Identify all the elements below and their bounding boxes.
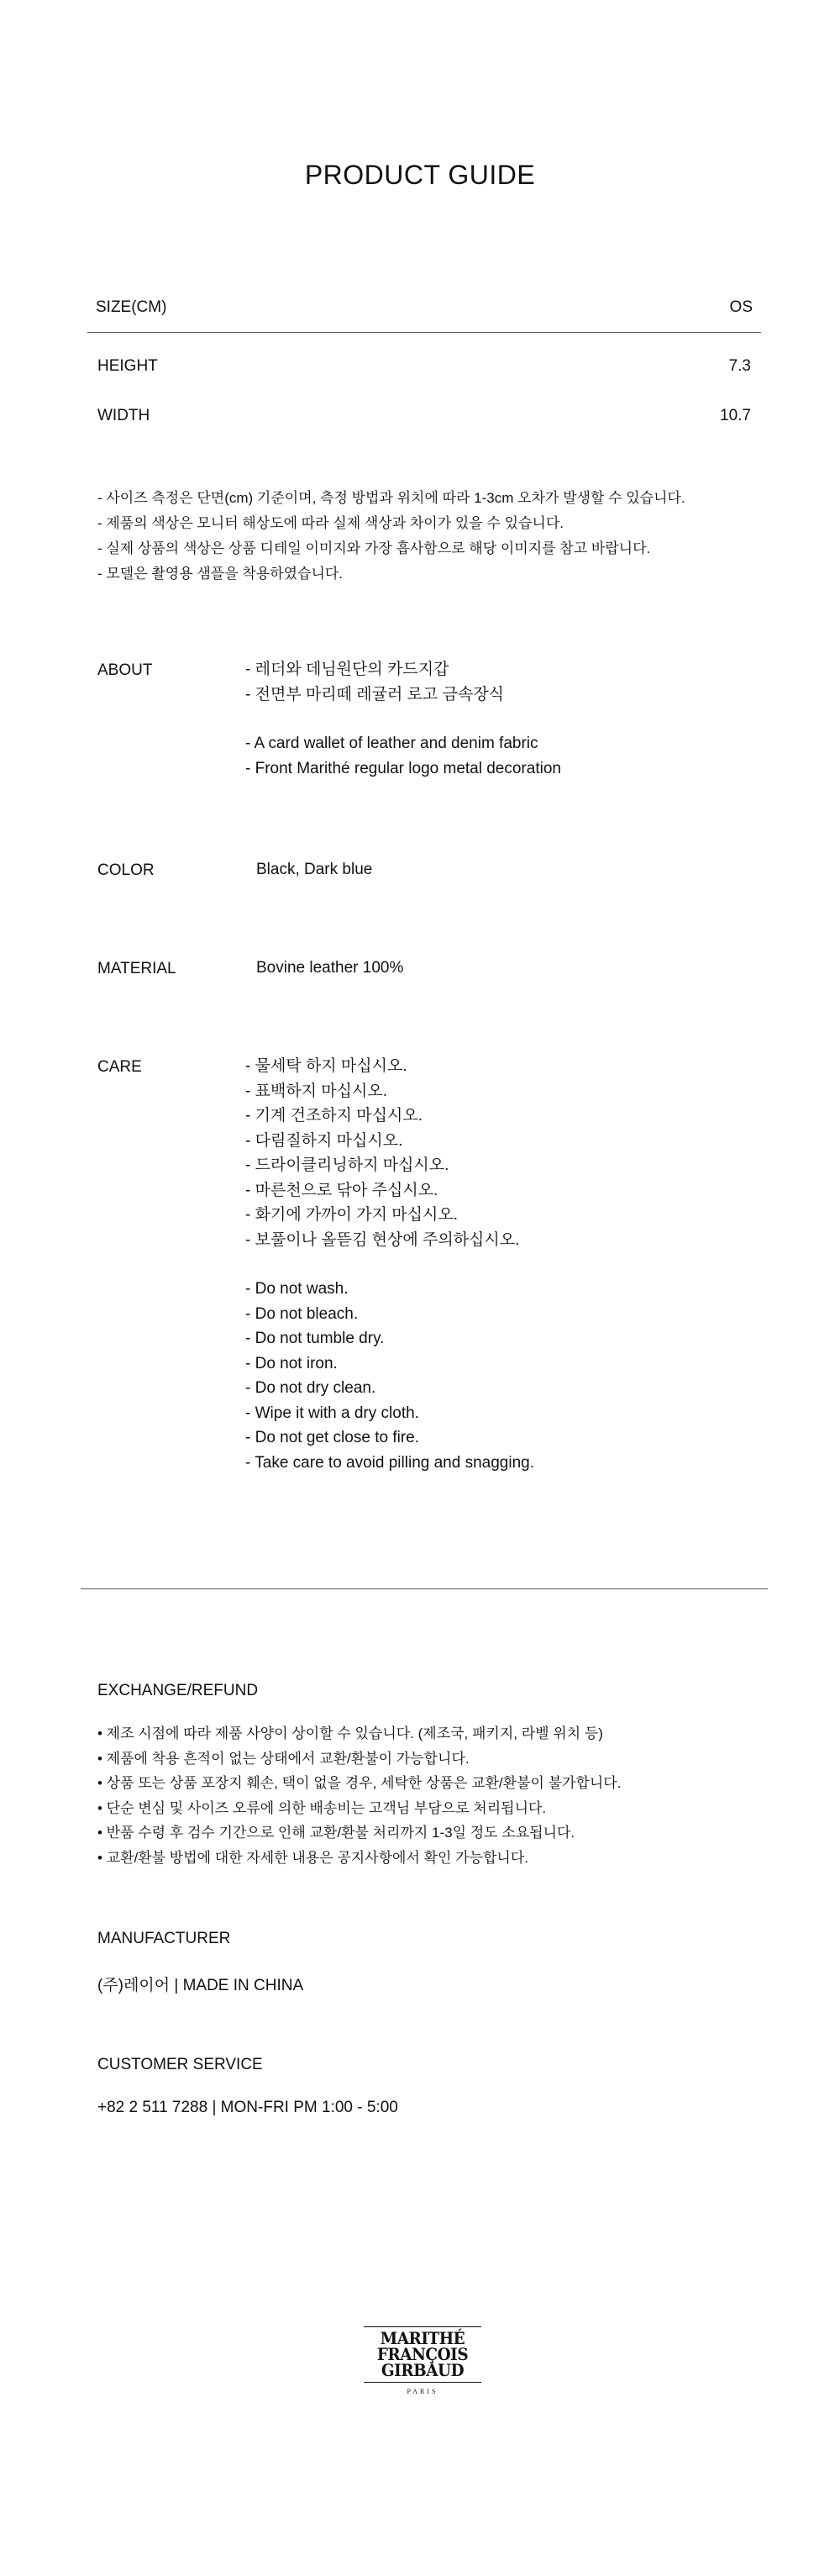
size-notes — [97, 486, 769, 587]
about-line: - A card wallet of leather and denim fabric — [245, 735, 538, 752]
color-value: Black, Dark blue — [256, 861, 373, 878]
size-row-value: 10.7 — [720, 407, 751, 424]
care-line: - 기계 건조하지 마십시오. — [245, 1107, 423, 1125]
care-instructions — [245, 1054, 766, 1475]
exchange-item: • 단순 변심 및 사이즈 오류에 의한 배송비는 고객님 부담으로 처리됩니다. — [97, 1799, 547, 1816]
logo-city: PARIS — [407, 2388, 438, 2395]
exchange-item: • 교환/환불 방법에 대한 자세한 내용은 공지사항에서 확인 가능합니다. — [97, 1849, 528, 1866]
care-line: - Do not iron. — [245, 1354, 338, 1372]
care-line: - 화기에 가까이 가지 마십시오. — [245, 1206, 458, 1224]
care-line: - Do not bleach. — [245, 1304, 359, 1323]
about-label: ABOUT — [97, 661, 153, 679]
care-line: - 드라이클리닝하지 마십시오. — [245, 1156, 449, 1174]
size-header-label: SIZE(CM) — [96, 298, 167, 316]
exchange-item: • 제품에 착용 흔적이 없는 상태에서 교환/환불이 가능합니다. — [97, 1750, 470, 1767]
page-title: PRODUCT GUIDE — [304, 160, 536, 190]
size-row-width — [87, 407, 761, 425]
size-row-height — [87, 357, 761, 376]
brand-logo — [364, 2326, 481, 2395]
size-row-value: 7.3 — [728, 357, 751, 375]
size-table-header — [87, 298, 761, 333]
exchange-label: EXCHANGE/REFUND — [97, 1682, 259, 1699]
care-line: - 물세탁 하지 마십시오. — [245, 1057, 407, 1075]
care-label: CARE — [97, 1058, 142, 1076]
care-line: - Do not get close to fire. — [245, 1429, 419, 1446]
manufacturer-value: (주)레이어 | MADE IN CHINA — [97, 1977, 304, 1994]
exchange-item: • 반품 수령 후 검수 기간으로 인해 교환/환불 처리까지 1-3일 정도 소요됩니다. — [97, 1825, 575, 1841]
care-line: - 표백하지 마십시오. — [245, 1082, 387, 1100]
section-divider — [81, 1588, 768, 1589]
care-line: - 마른천으로 닦아 주십시오. — [245, 1181, 438, 1199]
size-note: - 사이즈 측정은 단면(cm) 기준이며, 측정 방법과 위치에 따라 1-3cm 오차가 발생할 수 있습니다. — [97, 490, 685, 506]
exchange-item: • 상품 또는 상품 포장지 훼손, 택이 없을 경우, 세탁한 상품은 교환/환불이 불가합니다. — [97, 1775, 622, 1791]
care-line: - Take care to avoid pilling and snagging. — [245, 1453, 534, 1472]
about-line: - 레더와 데님원단의 카드지갑 — [245, 661, 449, 678]
logo-line: MARITHÉ — [380, 2328, 465, 2348]
size-header-value: OS — [729, 298, 753, 316]
about-description — [245, 657, 766, 781]
color-label: COLOR — [97, 861, 155, 879]
customer-service-value: +82 2 511 7288 | MON-FRI PM 1:00 - 5:00 — [97, 2099, 398, 2116]
about-line: - 전면부 마리떼 레귤러 로고 금속장식 — [245, 685, 505, 703]
customer-service-label: CUSTOMER SERVICE — [97, 2056, 263, 2073]
exchange-policy-list — [97, 1721, 769, 1870]
size-note: - 제품의 색상은 모니터 해상도에 따라 실제 색상과 차이가 있을 수 있습니다. — [97, 515, 564, 531]
logo-line: GIRBAUD — [381, 2360, 465, 2380]
logo-line: FRANÇOIS — [376, 2344, 469, 2364]
size-row-label: HEIGHT — [97, 357, 158, 375]
care-line: - Do not dry clean. — [245, 1379, 376, 1397]
care-line: - 다림질하지 마십시오. — [245, 1131, 403, 1150]
manufacturer-label: MANUFACTURER — [97, 1930, 231, 1947]
care-line: - Do not tumble dry. — [245, 1330, 385, 1347]
exchange-item: • 제조 시점에 따라 제품 사양이 상이할 수 있습니다. (제조국, 패키지, 라벨 위치 등) — [97, 1725, 603, 1741]
care-line: - Do not wash. — [245, 1280, 349, 1298]
size-row-label: WIDTH — [97, 407, 150, 424]
size-note: - 실제 상품의 색상은 상품 디테일 이미지와 가장 흡사함으로 해당 이미지를 참고 바랍니다. — [97, 540, 651, 556]
material-label: MATERIAL — [97, 960, 176, 977]
material-value: Bovine leather 100% — [256, 959, 404, 977]
care-line: - 보풀이나 올뜯김 현상에 주의하십시오. — [245, 1230, 520, 1249]
size-note: - 모델은 촬영용 샘플을 착용하였습니다. — [97, 566, 344, 582]
care-line: - Wipe it with a dry cloth. — [245, 1404, 419, 1422]
about-line: - Front Marithé regular logo metal decoration — [245, 759, 561, 777]
